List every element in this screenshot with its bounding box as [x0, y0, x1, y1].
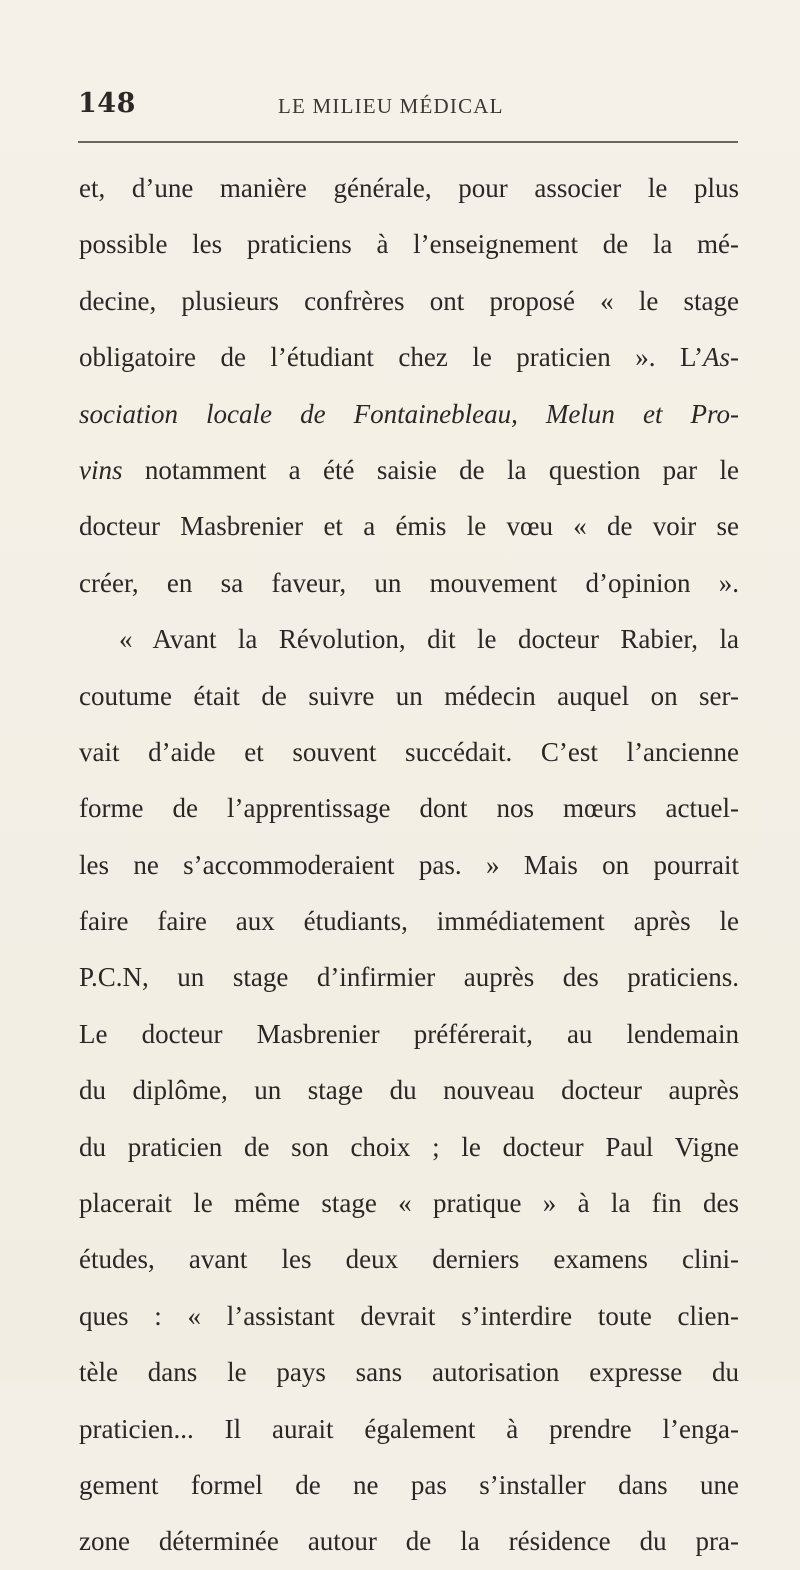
- text-segment: praticien... Il aurait également à prendre l’enga-: [79, 1413, 739, 1444]
- header-rule: [78, 141, 738, 143]
- text-line: [79, 668, 739, 724]
- text-line: [79, 1062, 739, 1118]
- text-segment: faire faire aux étudiants, immédiatement après le: [79, 906, 739, 937]
- text-segment: tèle dans le pays sans autorisation expresse du: [79, 1357, 739, 1388]
- text-line: [79, 329, 739, 385]
- text-line: [79, 1231, 739, 1287]
- text-segment: vait d’aide et souvent succédait. C’est l’ancienne: [79, 736, 739, 767]
- text-line: [79, 893, 739, 949]
- text-segment: « Avant la Révolution, dit le docteur Rabier, la: [119, 624, 739, 655]
- text-segment: du praticien de son choix ; le docteur Paul Vigne: [79, 1131, 739, 1162]
- text-segment: les ne s’accommoderaient pas. » Mais on pourrait: [79, 849, 739, 880]
- running-title: LE MILIEU MÉDICAL: [278, 94, 504, 118]
- text-line: [79, 216, 739, 272]
- text-segment: gement formel de ne pas s’installer dans une: [79, 1469, 739, 1500]
- text-segment: Le docteur Masbrenier préférerait, au lendemain: [79, 1018, 739, 1049]
- text-line: [79, 1401, 739, 1457]
- text-line: [79, 1006, 739, 1062]
- text-segment: zone déterminée autour de la résidence du pra-: [79, 1526, 739, 1557]
- italic-text-segment: sociation locale de Fontainebleau, Melun et Pro-: [79, 398, 739, 429]
- text-line: [79, 386, 739, 442]
- text-line: [79, 611, 739, 667]
- text-segment: decine, plusieurs confrères ont proposé « le stage: [79, 285, 739, 316]
- text-line: [79, 273, 739, 329]
- text-line: [79, 837, 739, 893]
- text-line: [79, 555, 739, 611]
- text-line: [79, 780, 739, 836]
- text-line: [79, 1175, 739, 1231]
- text-line: [79, 498, 739, 554]
- italic-text-segment: As-: [703, 342, 739, 373]
- text-segment: obligatoire de l’étudiant chez le praticien ». L’: [79, 342, 703, 373]
- text-segment: docteur Masbrenier et a émis le vœu « de voir se: [79, 511, 739, 542]
- text-segment: possible les praticiens à l’enseignement de la mé-: [79, 229, 739, 260]
- text-line: [79, 949, 739, 1005]
- italic-text-segment: vins: [79, 454, 123, 485]
- text-line: [79, 1119, 739, 1175]
- text-line: [79, 1513, 739, 1569]
- text-segment: forme de l’apprentissage dont nos mœurs actuel-: [79, 793, 739, 824]
- text-segment: notamment a été saisie de la question par le: [122, 454, 739, 485]
- body-text: [79, 160, 739, 1570]
- text-line: [79, 442, 739, 498]
- text-line: [79, 1457, 739, 1513]
- text-segment: P.C.N, un stage d’infirmier auprès des praticiens.: [79, 962, 739, 993]
- running-head: [78, 84, 738, 128]
- text-line: [79, 1344, 739, 1400]
- text-segment: ques : « l’assistant devrait s’interdire toute clien-: [79, 1300, 739, 1331]
- text-line: [79, 724, 739, 780]
- text-segment: créer, en sa faveur, un mouvement d’opinion ».: [79, 567, 739, 598]
- text-line: [79, 160, 739, 216]
- text-segment: du diplôme, un stage du nouveau docteur auprès: [79, 1075, 739, 1106]
- page-number: 148: [78, 88, 136, 119]
- text-segment: coutume était de suivre un médecin auquel on ser-: [79, 680, 739, 711]
- text-segment: placerait le même stage « pratique » à la fin des: [79, 1188, 739, 1219]
- text-segment: et, d’une manière générale, pour associer le plus: [79, 173, 739, 203]
- text-line: [79, 1288, 739, 1344]
- text-segment: études, avant les deux derniers examens clini-: [79, 1244, 739, 1275]
